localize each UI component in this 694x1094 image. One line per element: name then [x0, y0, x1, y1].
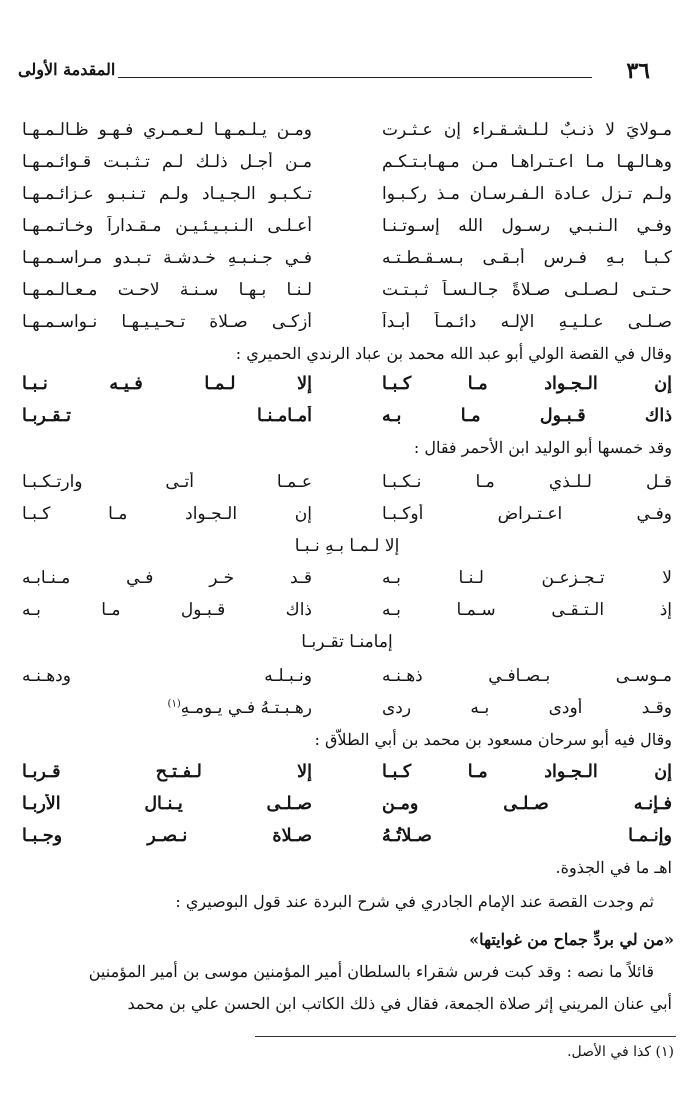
- verse-line: [22, 216, 672, 244]
- second-hemistich: قـد خـر فـي مـنـابـه: [22, 568, 312, 588]
- second-hemistich: إلا لـمـا فـيـه نـبـا: [22, 374, 312, 394]
- second-hemistich: أزكـى صـلاة تـحـيـيـهـا نـواسـمـهـا: [22, 312, 312, 332]
- prose-line: وقد خمسها أبو الوليد ابن الأحمر فقال :: [413, 438, 672, 457]
- first-hemistich: إن الـجـواد مـا كـبـا: [382, 374, 672, 394]
- verse-line: [22, 184, 672, 212]
- verse-line: [22, 504, 672, 532]
- verse-line: [22, 794, 672, 822]
- first-hemistich: كـبـا بـهِ فـرس أبـقـى بـسـقـطـتـه: [382, 248, 672, 268]
- prose-line: ثم وجدت القصة عند الإمام الجادري في شرح البردة عند قول البوصيري :: [175, 892, 654, 911]
- verse-line: [22, 120, 672, 148]
- second-hemistich: ومـن يـلـمـهـا لـعـمـري فـهـو ظـالـمـهـا: [22, 120, 312, 140]
- page-number: ٣٦: [626, 58, 650, 84]
- second-hemistich: ذاك قـبـول مـا بـه: [22, 600, 312, 620]
- second-hemistich: صـلاة نـصـر وجـبـا: [22, 826, 312, 846]
- chapter-title: المقدمة الأولى: [18, 60, 116, 79]
- first-hemistich: وإنـمـا صـلاتُـهُ: [382, 826, 672, 846]
- verse-line: [22, 374, 672, 402]
- verse-line: [22, 826, 672, 854]
- first-hemistich: مـولايَ لا ذنـبٌ لـلـشـقـراء إن عـثـرت: [382, 120, 672, 140]
- second-hemistich: إن الـجـواد مـا كـبـا: [22, 504, 312, 524]
- second-hemistich: تـكـبـو الـجـيـاد ولـم تـنـبـو عـزائـمـهـا: [22, 184, 312, 204]
- first-hemistich: مـوسـى بـصـافـي ذهـنـه: [382, 666, 672, 686]
- second-hemistich: لـنـا بـهـا سـنـة لاحـت مـعـالـمـهـا: [22, 280, 312, 300]
- second-hemistich: فـي جـنـبـهِ خـدشـة تـبـدو مـراسـمـهـا: [22, 248, 312, 268]
- footnote-marker: (١): [167, 698, 181, 710]
- first-hemistich: حـتـى لـصـلـى صـلاةً جـالـسـاً ثـبـتـت: [382, 280, 672, 300]
- verse-line: [22, 312, 672, 340]
- refrain-line: إمامنـا تقـربـا: [301, 632, 393, 652]
- first-hemistich: وهـالـهـا مـا اعـتـراهـا مـن مـهـابـتـكـم: [382, 152, 672, 172]
- first-hemistich: إذ الـتـقـى سـمـا بـه: [382, 600, 672, 620]
- verse-line: [22, 568, 672, 596]
- first-hemistich: ذاك قـبـول مـا بـه: [382, 406, 672, 426]
- footnote-rule: [255, 1036, 676, 1037]
- first-hemistich: إن الـجـواد مـا كـبـا: [382, 762, 672, 782]
- footnote: (١) كذا في الأصل.: [567, 1044, 674, 1060]
- second-hemistich: مـن أجـل ذلـك لـم تـثـبـت قـوائـمـهـا: [22, 152, 312, 172]
- prose-line: وقال فيه أبو سرحان مسعود بن محمد بن أبي الطلاّق :: [314, 730, 672, 749]
- first-hemistich: قـل لـلـذي مـا نـكـبـا: [382, 472, 672, 492]
- prose-line: اهـ ما في الجذوة.: [555, 858, 672, 877]
- verse-line: [22, 472, 672, 500]
- verse-line: [22, 666, 672, 694]
- second-hemistich: عـمـا أتـى وارتـكـبـا: [22, 472, 312, 492]
- first-hemistich: صـلـى عـلـيـهِ الإلـه دائـمـاً أبـداً: [382, 312, 672, 332]
- verse-line: [22, 698, 672, 726]
- verse-line: [22, 280, 672, 308]
- verse-line: [22, 600, 672, 628]
- verse-line: [22, 152, 672, 180]
- verse-line: [22, 406, 672, 434]
- second-hemistich: [22, 698, 312, 718]
- verse-line: [22, 248, 672, 276]
- first-hemistich: وفـي الـنـبـي رسـول الله إسـوتـنـا: [382, 216, 672, 236]
- quote-heading: «من لي بردِّ جماح من غوايتها»: [469, 930, 674, 949]
- verse-line: [22, 762, 672, 790]
- first-hemistich: ولـم تـزل عـادة الـفـرسـان مـذ ركـبـوا: [382, 184, 672, 204]
- running-header: [18, 60, 650, 84]
- prose-line: أبي عنان المريني إثر صلاة الجمعة، فقال في ذلك الكاتب ابن الحسن علي بن محمد: [127, 994, 672, 1013]
- second-hemistich: صـلـى يـنـال الأربـا: [22, 794, 312, 814]
- prose-line: قائلاً ما نصه : وقد كبت فرس شقراء بالسلطان أمير المؤمنين موسى بن أمير المؤمنين: [88, 962, 654, 981]
- first-hemistich: لا تـجـزعـن لـنـا بـه: [382, 568, 672, 588]
- first-hemistich: وقـد أودى بـه ردى: [382, 698, 672, 718]
- second-hemistich: إلا لـفـتـح قـربـا: [22, 762, 312, 782]
- header-rule: [118, 77, 592, 78]
- prose-line: وقال في القصة الولي أبو عبد الله محمد بن عباد الرندي الحميري :: [235, 344, 672, 363]
- second-hemistich: أعـلـى الـنـبـيـئـيـن مـقـداراً وخـاتـمـهـا: [22, 216, 312, 236]
- second-hemistich: أمـامـنـا تـقـربـا: [22, 406, 312, 426]
- hemistich-text: رهـبـتـهُ فـي يـومـهِ: [180, 698, 312, 718]
- refrain-line: إلا لـمـا بـهِ نـبـا: [294, 536, 400, 556]
- first-hemistich: وفـي اعـتـراض أوكـبـا: [382, 504, 672, 524]
- second-hemistich: ونـبـلـه ودهـنـه: [22, 666, 312, 686]
- first-hemistich: فـإنـه صـلـى ومـن: [382, 794, 672, 814]
